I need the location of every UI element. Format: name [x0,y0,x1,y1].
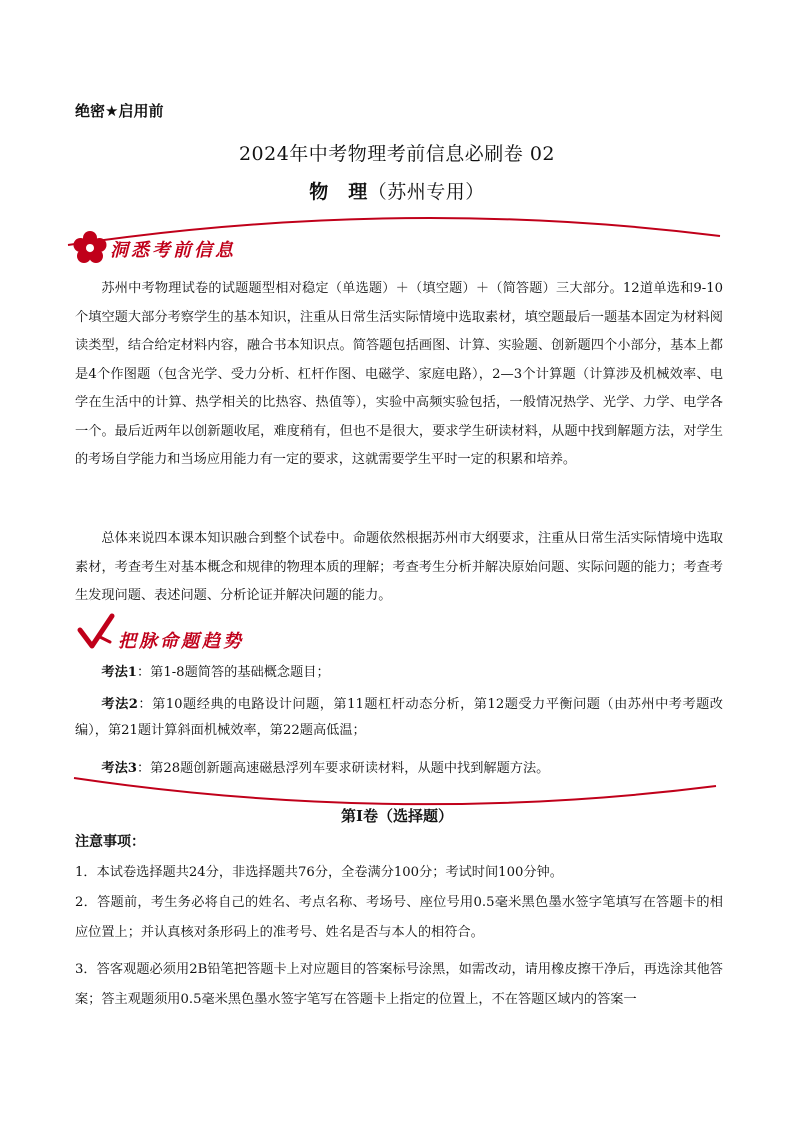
method-label: 考法3 [101,761,137,776]
method-item [75,660,723,686]
notice-item: 2．答题前，考生务必将自己的姓名、考点名称、考场号、座位号用0.5毫米黑色墨水签字笔填写在答题卡的相应位置上；并认真核对条形码上的准考号、姓名是否与本人的相符合。 [75,895,723,940]
method-text: ：第1-8题简答的基础概念题目； [136,665,330,680]
paragraph-exam-overview: 苏州中考物理试卷的试题题型相对稳定（单选题）＋（填空题）＋（简答题）三大部分。12道单选和9-10个填空题大部分考察学生的基本知识，注重从日常生活实际情境中选取素材，填空题最后一题基本固定为材料阅读类型，结合给定材料内容，融合书本知识点。简答题包括画图、计算、实验题、创新题四个小部分，基本上都是4个作图题（包含光学、受力分析、杠杆作图、电磁学、家庭电路），2—3个计算题（计算涉及机械效率、电学在生活中的计算、热学相关的比热容、热值等），实验中高频实验包括，一般情况热学、光学、力学、电学各一个。最后近两年以创新题收尾，难度稍有，但也不是很大，要求学生研读材料，从题中找到解题方法，对学生的考场自学能力和当场应用能力有一定的要求，这就需要学生平时一定的积累和培养。 [75,281,723,467]
method-item [75,692,723,744]
check-mark-icon [80,616,112,646]
flower-icon [74,231,107,263]
section-heading-trend: 把脉命题趋势 [118,631,244,652]
notice-title: 注意事项： [75,834,145,850]
notice-item: 1．本试卷选择题共24分，非选择题共76分，全卷满分100分；考试时间100分钟。 [75,865,563,880]
method-item [75,756,723,782]
subject-region: （苏州专用） [367,181,485,203]
document-title: 2024年中考物理考前信息必刷卷 02 [238,143,556,165]
method-label: 考法2 [101,697,138,712]
method-text: ：第28题创新题高速磁悬浮列车要求研读材料，从题中找到解题方法。 [136,761,550,776]
method-text: ：第10题经典的电路设计问题，第11题杠杆动态分析，第12题受力平衡问题（由苏州中考考题改编），第21题计算斜面机械效率，第22题高低温； [75,697,723,738]
method-label: 考法1 [101,665,137,680]
volume-title: 第Ⅰ卷（选择题） [340,807,454,825]
subject-name: 物 理 [309,181,368,203]
paragraph-exam-summary: 总体来说四本课本知识融合到整个试卷中。命题依然根据苏州市大纲要求，注重从日常生活实际情境中选取素材，考查考生对基本概念和规律的物理本质的理解；考查考生分析并解决原始问题、实际问题的能力；考查考生发现问题、表述问题、分析论证并解决问题的能力。 [75,531,723,603]
notice-item: 3．答客观题必须用2B铅笔把答题卡上对应题目的答案标号涂黑，如需改动，请用橡皮擦干净后，再选涂其他答案；答主观题须用0.5毫米黑色墨水签字笔写在答题卡上指定的位置上，不在答题区域内的答案一 [75,962,723,1007]
section-heading-exam-info: 洞悉考前信息 [110,240,236,261]
confidential-label: 绝密★启用前 [75,102,164,120]
